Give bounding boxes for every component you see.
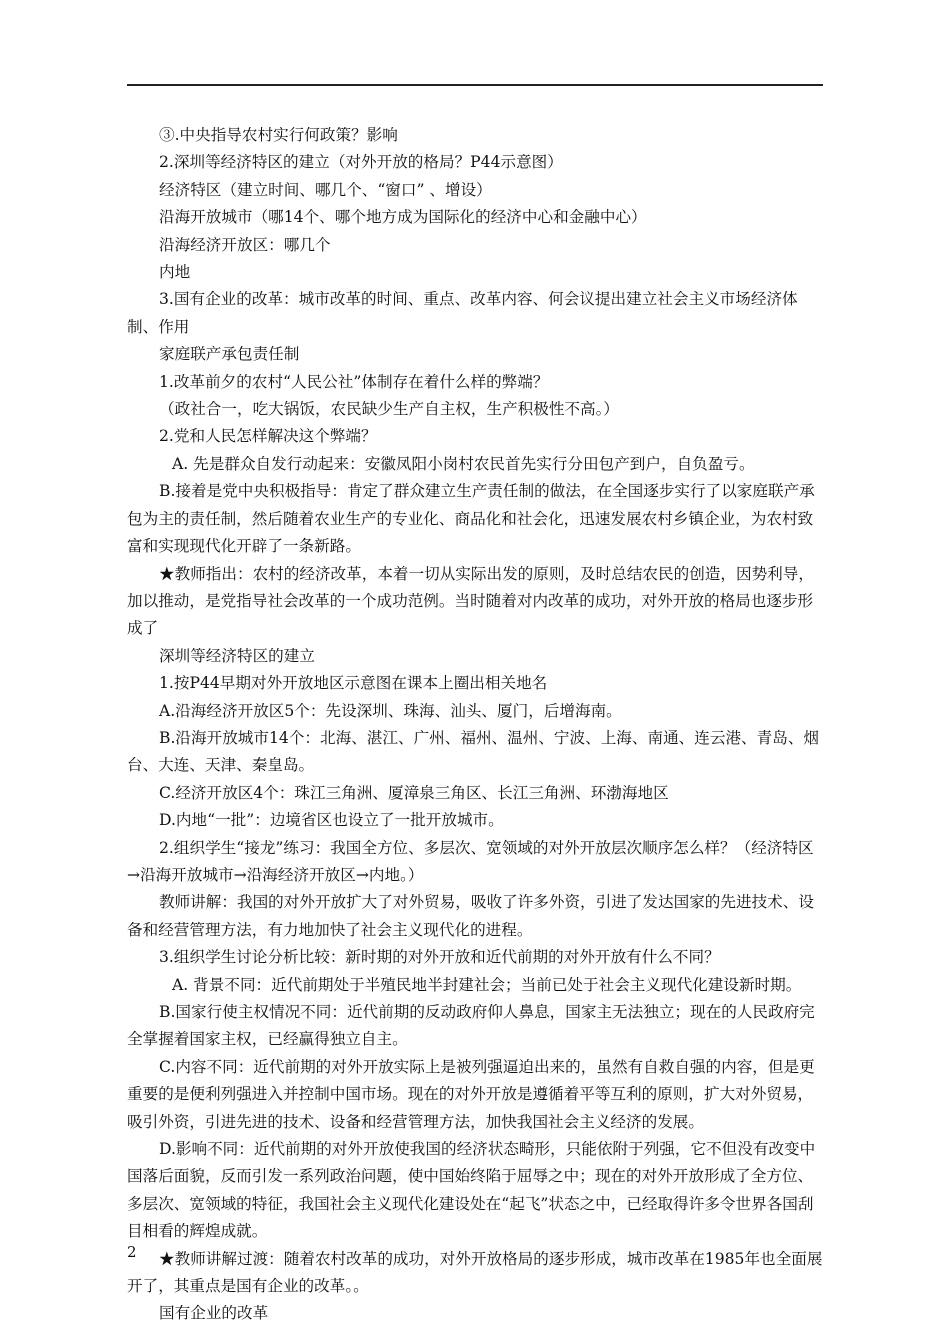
- paragraph: 2.深圳等经济特区的建立（对外开放的格局？P44示意图）: [159, 153, 563, 172]
- paragraph: 1.改革前夕的农村“人民公社”体制存在着什么样的弊端？: [159, 372, 549, 391]
- paragraph: 经济特区（建立时间、哪几个、“窗口” 、增设）: [159, 180, 492, 199]
- paragraph: B.国家行使主权情况不同：近代前期的反动政府仰人鼻息，国家主无法独立；现在的人民政府完全掌握着国家主权，已经赢得独立自主。: [127, 1003, 815, 1049]
- paragraph: A. 背景不同：近代前期处于半殖民地半封建社会；当前已处于社会主义现代化建设新时期。: [172, 975, 802, 994]
- paragraph: 3.国有企业的改革：城市改革的时间、重点、改革内容、何会议提出建立社会主义市场经济体制、作用: [127, 290, 798, 336]
- paragraph: 2.党和人民怎样解决这个弊端？: [159, 427, 377, 446]
- paragraph: 家庭联产承包责任制: [159, 345, 300, 364]
- paragraph: 国有企业的改革: [159, 1304, 269, 1323]
- paragraph: （政社合一，吃大锅饭，农民缺少生产自主权，生产积极性不高。）: [159, 400, 620, 419]
- paragraph: A. 先是群众自发行动起来：安徽凤阳小岗村农民首先实行分田包产到户，自负盈亏。: [172, 454, 755, 473]
- paragraph: 3.组织学生讨论分析比较：新时期的对外开放和近代前期的对外开放有什么不同？: [159, 948, 720, 967]
- paragraph: ★教师指出：农村的经济改革，本着一切从实际出发的原则，及时总结农民的创造，因势利导，加以推动，是党指导社会改革的一个成功范例。当时随着对内改革的成功，对外开放的格局也逐步形成了: [127, 564, 814, 638]
- document-body: [127, 122, 823, 1328]
- paragraph: B.接着是党中央积极指导：肯定了群众建立生产责任制的做法，在全国逐步实行了以家庭联产承包为主的责任制，然后随着农业生产的专业化、商品化和社会化，迅速发展农村乡镇企业，为农村致富和实现现代化开辟了一条新路。: [127, 482, 815, 556]
- header-rule: [127, 84, 823, 86]
- paragraph: D.内地“一批”：边境省区也设立了一批开放城市。: [159, 811, 504, 830]
- paragraph: ③.中央指导农村实行何政策？影响: [159, 126, 398, 144]
- paragraph: 2.组织学生“接龙”练习：我国全方位、多层次、宽领域的对外开放层次顺序怎么样？（经济特区→沿海开放城市→沿海经济开放区→内地。）: [127, 838, 814, 884]
- paragraph: 1.按P44早期对外开放地区示意图在课本上圈出相关地名: [159, 674, 548, 693]
- paragraph: A.沿海经济开放区5个：先设深圳、珠海、汕头、厦门，后增海南。: [159, 701, 622, 720]
- paragraph: 沿海经济开放区：哪几个: [159, 235, 331, 254]
- paragraph: 沿海开放城市（哪14个、哪个地方成为国际化的经济中心和金融中心）: [159, 208, 647, 227]
- paragraph: 教师讲解：我国的对外开放扩大了对外贸易，吸收了许多外资，引进了发达国家的先进技术、设备和经营管理方法，有力地加快了社会主义现代化的进程。: [127, 893, 814, 939]
- page-number: 2: [127, 1243, 137, 1261]
- paragraph: 内地: [159, 263, 191, 282]
- paragraph: 深圳等经济特区的建立: [159, 646, 315, 665]
- paragraph: D.影响不同：近代前期的对外开放使我国的经济状态畸形，只能依附于列强，它不但没有改变中国落后面貌，反而引发一系列政治问题，使中国始终陷于屈辱之中；现在的对外开放形成了全方位、多层次、宽领域的特征，我国社会主义现代化建设处在“起飞”状态之中，已经取得许多令世界各国刮目相看的辉煌成就。: [127, 1140, 816, 1241]
- paragraph: C.内容不同：近代前期的对外开放实际上是被列强逼迫出来的，虽然有自救自强的内容，但是更重要的是便利列强进入并控制中国市场。现在的对外开放是遵循着平等互利的原则，扩大对外贸易，吸引外资，引进先进的技术、设备和经营管理方法，加快我国社会主义经济的发展。: [127, 1057, 815, 1131]
- paragraph: ★教师讲解过渡：随着农村改革的成功，对外开放格局的逐步形成，城市改革在1985年也全面展开了，其重点是国有企业的改革。。: [127, 1249, 823, 1296]
- paragraph: C.经济开放区4个：珠江三角洲、厦漳泉三角区、长江三角洲、环渤海地区: [159, 783, 669, 802]
- paragraph: B.沿海开放城市14个：北海、湛江、广州、福州、温州、宁波、上海、南通、连云港、青岛、烟台、大连、天津、秦皇岛。: [127, 728, 820, 775]
